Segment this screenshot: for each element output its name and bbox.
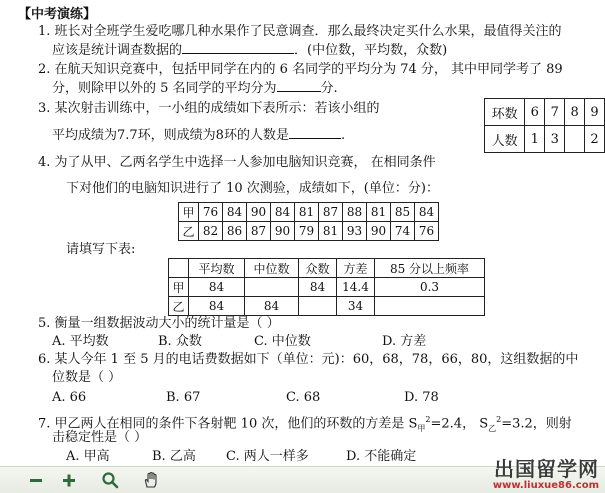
q2-line1 [38, 62, 563, 78]
table-row [169, 259, 485, 278]
table-cell: 76 [199, 203, 223, 222]
table-cell: 84 [189, 297, 245, 316]
q4-scores-table [178, 202, 439, 241]
q1-text-1: 班长对全班学生爱吃哪几种水果作了民意调查．那么最终决定买什么水果，最值得关注的 [54, 24, 562, 39]
q5-line [38, 316, 280, 332]
q2-text-2a: 分，则除甲以外的 5 名同学的平均分为 [52, 81, 277, 96]
table-cell: 14.4 [337, 278, 375, 297]
table-cell[interactable] [375, 297, 485, 316]
table-cell: 81 [295, 203, 319, 222]
q7-text-1a: 甲乙两人在相同的条件下各射靶 10 次，他们的环数的方差是 S [54, 416, 418, 432]
q2-answer-blank[interactable] [277, 80, 321, 92]
q6-option-a[interactable]: A. 66 [52, 390, 87, 405]
q7-text-1b: =2.4， S [430, 416, 489, 432]
table-cell: 90 [367, 222, 391, 241]
q4-text-2: 下对他们的电脑知识进行了 10 次测验，成绩如下，(单位：分)： [66, 181, 439, 196]
table-header-cell: 众数 [299, 259, 337, 278]
q1-answer-blank[interactable] [182, 42, 294, 54]
q3-answer-blank[interactable] [289, 127, 341, 139]
q1-number: 1. [38, 24, 51, 39]
table-cell: 90 [247, 203, 271, 222]
q3-line1 [38, 101, 380, 117]
table-row [179, 203, 439, 222]
q2-line2 [52, 80, 338, 97]
table-row [169, 297, 485, 316]
q7-option-d[interactable]: D. 不能确定 [346, 449, 417, 464]
table-header-cell: 平均数 [189, 259, 245, 278]
q3-number: 3. [38, 101, 51, 116]
table-cell: 90 [271, 222, 295, 241]
table-cell: 87 [247, 222, 271, 241]
table-cell: 8 [565, 99, 585, 126]
table-header-cell: 方差 [337, 259, 375, 278]
site-watermark [493, 458, 599, 491]
watermark-url: www.liuxue86.com [492, 480, 599, 491]
table-cell: 93 [343, 222, 367, 241]
q6-number: 6. [38, 352, 51, 367]
q7-superscript-1: 2 [425, 415, 431, 424]
zoom-out-button[interactable] [24, 469, 48, 491]
table-cell: 88 [343, 203, 367, 222]
q2-number: 2. [38, 62, 51, 77]
q6-line1 [38, 352, 578, 368]
zoom-in-button[interactable] [57, 469, 81, 491]
q3-line2 [52, 127, 345, 144]
q5-text: 衡量一组数据波动大小的统计量是（ ） [54, 316, 280, 331]
q6-text-1: 某人今年 1 至 5 月的电话费数据如下（单位：元)：60，68，78，66，80，这组数据的中 [54, 352, 579, 367]
q5-option-c[interactable]: C. 中位数 [254, 334, 311, 349]
search-button[interactable] [98, 469, 122, 491]
q3-text-2b: . [340, 128, 346, 143]
table-row [169, 278, 485, 297]
table-cell: 乙 [179, 222, 199, 241]
q1-text-2b: ．(中位数，平均数，众数) [294, 43, 448, 58]
table-cell: 0.3 [375, 278, 485, 297]
q4-line1 [38, 155, 436, 171]
table-cell: 84 [271, 203, 295, 222]
table-cell: 87 [319, 203, 343, 222]
table-cell: 34 [337, 297, 375, 316]
table-header-cell: 中位数 [245, 259, 299, 278]
q7-text-1c: =3.2，则射 [501, 416, 572, 432]
q7-option-b[interactable]: B. 乙高 [152, 449, 196, 464]
table-cell: 81 [319, 222, 343, 241]
q3-text-1: 某次射击训练中，一小组的成绩如下表所示：若该小组的 [54, 101, 380, 116]
table-row [485, 99, 605, 126]
table-cell: 84 [223, 203, 247, 222]
table-cell[interactable] [565, 126, 585, 153]
q2-text-1: 在航天知识竞赛中，包括甲同学在内的 6 名同学的平均分为 74 分， 其中甲同学考了 89 [54, 62, 563, 77]
table-cell: 79 [295, 222, 319, 241]
q5-number: 5. [38, 316, 51, 331]
table-cell: 84 [415, 203, 439, 222]
table-cell[interactable] [299, 297, 337, 316]
table-cell: 6 [525, 99, 545, 126]
q3-text-2a: 平均成绩为7.7环，则成绩为8环的人数是 [52, 128, 289, 143]
table-row [485, 126, 605, 153]
table-cell: 3 [545, 126, 565, 153]
q7-subscript-2: 乙 [488, 423, 497, 433]
q6-option-b[interactable]: B. 67 [166, 390, 201, 405]
table-cell: 甲 [179, 203, 199, 222]
hand-icon [142, 471, 160, 489]
q5-option-b[interactable]: B. 众数 [158, 334, 202, 349]
table-cell: 9 [585, 99, 605, 126]
table-cell: 环数 [485, 99, 525, 126]
magnifier-icon [101, 471, 119, 489]
table-cell: 84 [299, 278, 337, 297]
q3-score-table [484, 98, 605, 153]
table-cell: 76 [415, 222, 439, 241]
table-cell: 85 [391, 203, 415, 222]
q4-fill-prompt: 请填写下表: [66, 242, 136, 257]
table-cell: 乙 [169, 297, 189, 316]
q1-text-2a: 应该是统计调查数据的 [52, 43, 183, 58]
table-cell: 甲 [169, 278, 189, 297]
q5-option-d[interactable]: D. 方差 [382, 334, 427, 349]
q4-text-1: 为了从甲、乙两名学生中选择一人参加电脑知识竞赛， 在相同条件 [54, 155, 436, 170]
watermark-title: 出国留学网 [494, 457, 599, 481]
q7-number: 7. [38, 416, 51, 432]
q4-number: 4. [38, 155, 51, 170]
q7-option-a[interactable]: A. 甲高 [66, 449, 110, 464]
q7-option-c[interactable]: C. 两人一样多 [226, 449, 309, 464]
q7-text-2: 击稳定性是（ ） [52, 430, 148, 445]
table-header-cell [169, 259, 189, 278]
table-cell: 人数 [485, 126, 525, 153]
table-cell: 81 [367, 203, 391, 222]
q6-option-d[interactable]: D. 78 [404, 390, 439, 405]
section-title: 【中考演练】 [18, 7, 97, 22]
q7-subscript-1: 甲 [417, 423, 426, 433]
table-cell: 7 [545, 99, 565, 126]
table-cell: 74 [391, 222, 415, 241]
minus-icon [29, 473, 43, 487]
pan-hand-button[interactable] [139, 469, 163, 491]
table-cell: 86 [223, 222, 247, 241]
table-cell: 84 [245, 297, 299, 316]
q4-stats-table [168, 258, 485, 316]
q1-line1 [38, 24, 562, 40]
plus-icon [62, 473, 76, 487]
table-cell[interactable] [245, 278, 299, 297]
table-cell: 2 [585, 126, 605, 153]
table-header-cell: 85 分以上频率 [375, 259, 485, 278]
table-cell: 1 [525, 126, 545, 153]
q5-option-a[interactable]: A. 平均数 [52, 334, 109, 349]
table-cell: 84 [189, 278, 245, 297]
q1-line2 [52, 42, 447, 59]
q6-option-c[interactable]: C. 68 [286, 390, 321, 405]
q7-superscript-2: 2 [496, 415, 502, 424]
table-row [179, 222, 439, 241]
q6-text-2: 位数是（ ） [52, 370, 122, 385]
q2-text-2b: 分. [320, 81, 338, 96]
table-cell: 82 [199, 222, 223, 241]
